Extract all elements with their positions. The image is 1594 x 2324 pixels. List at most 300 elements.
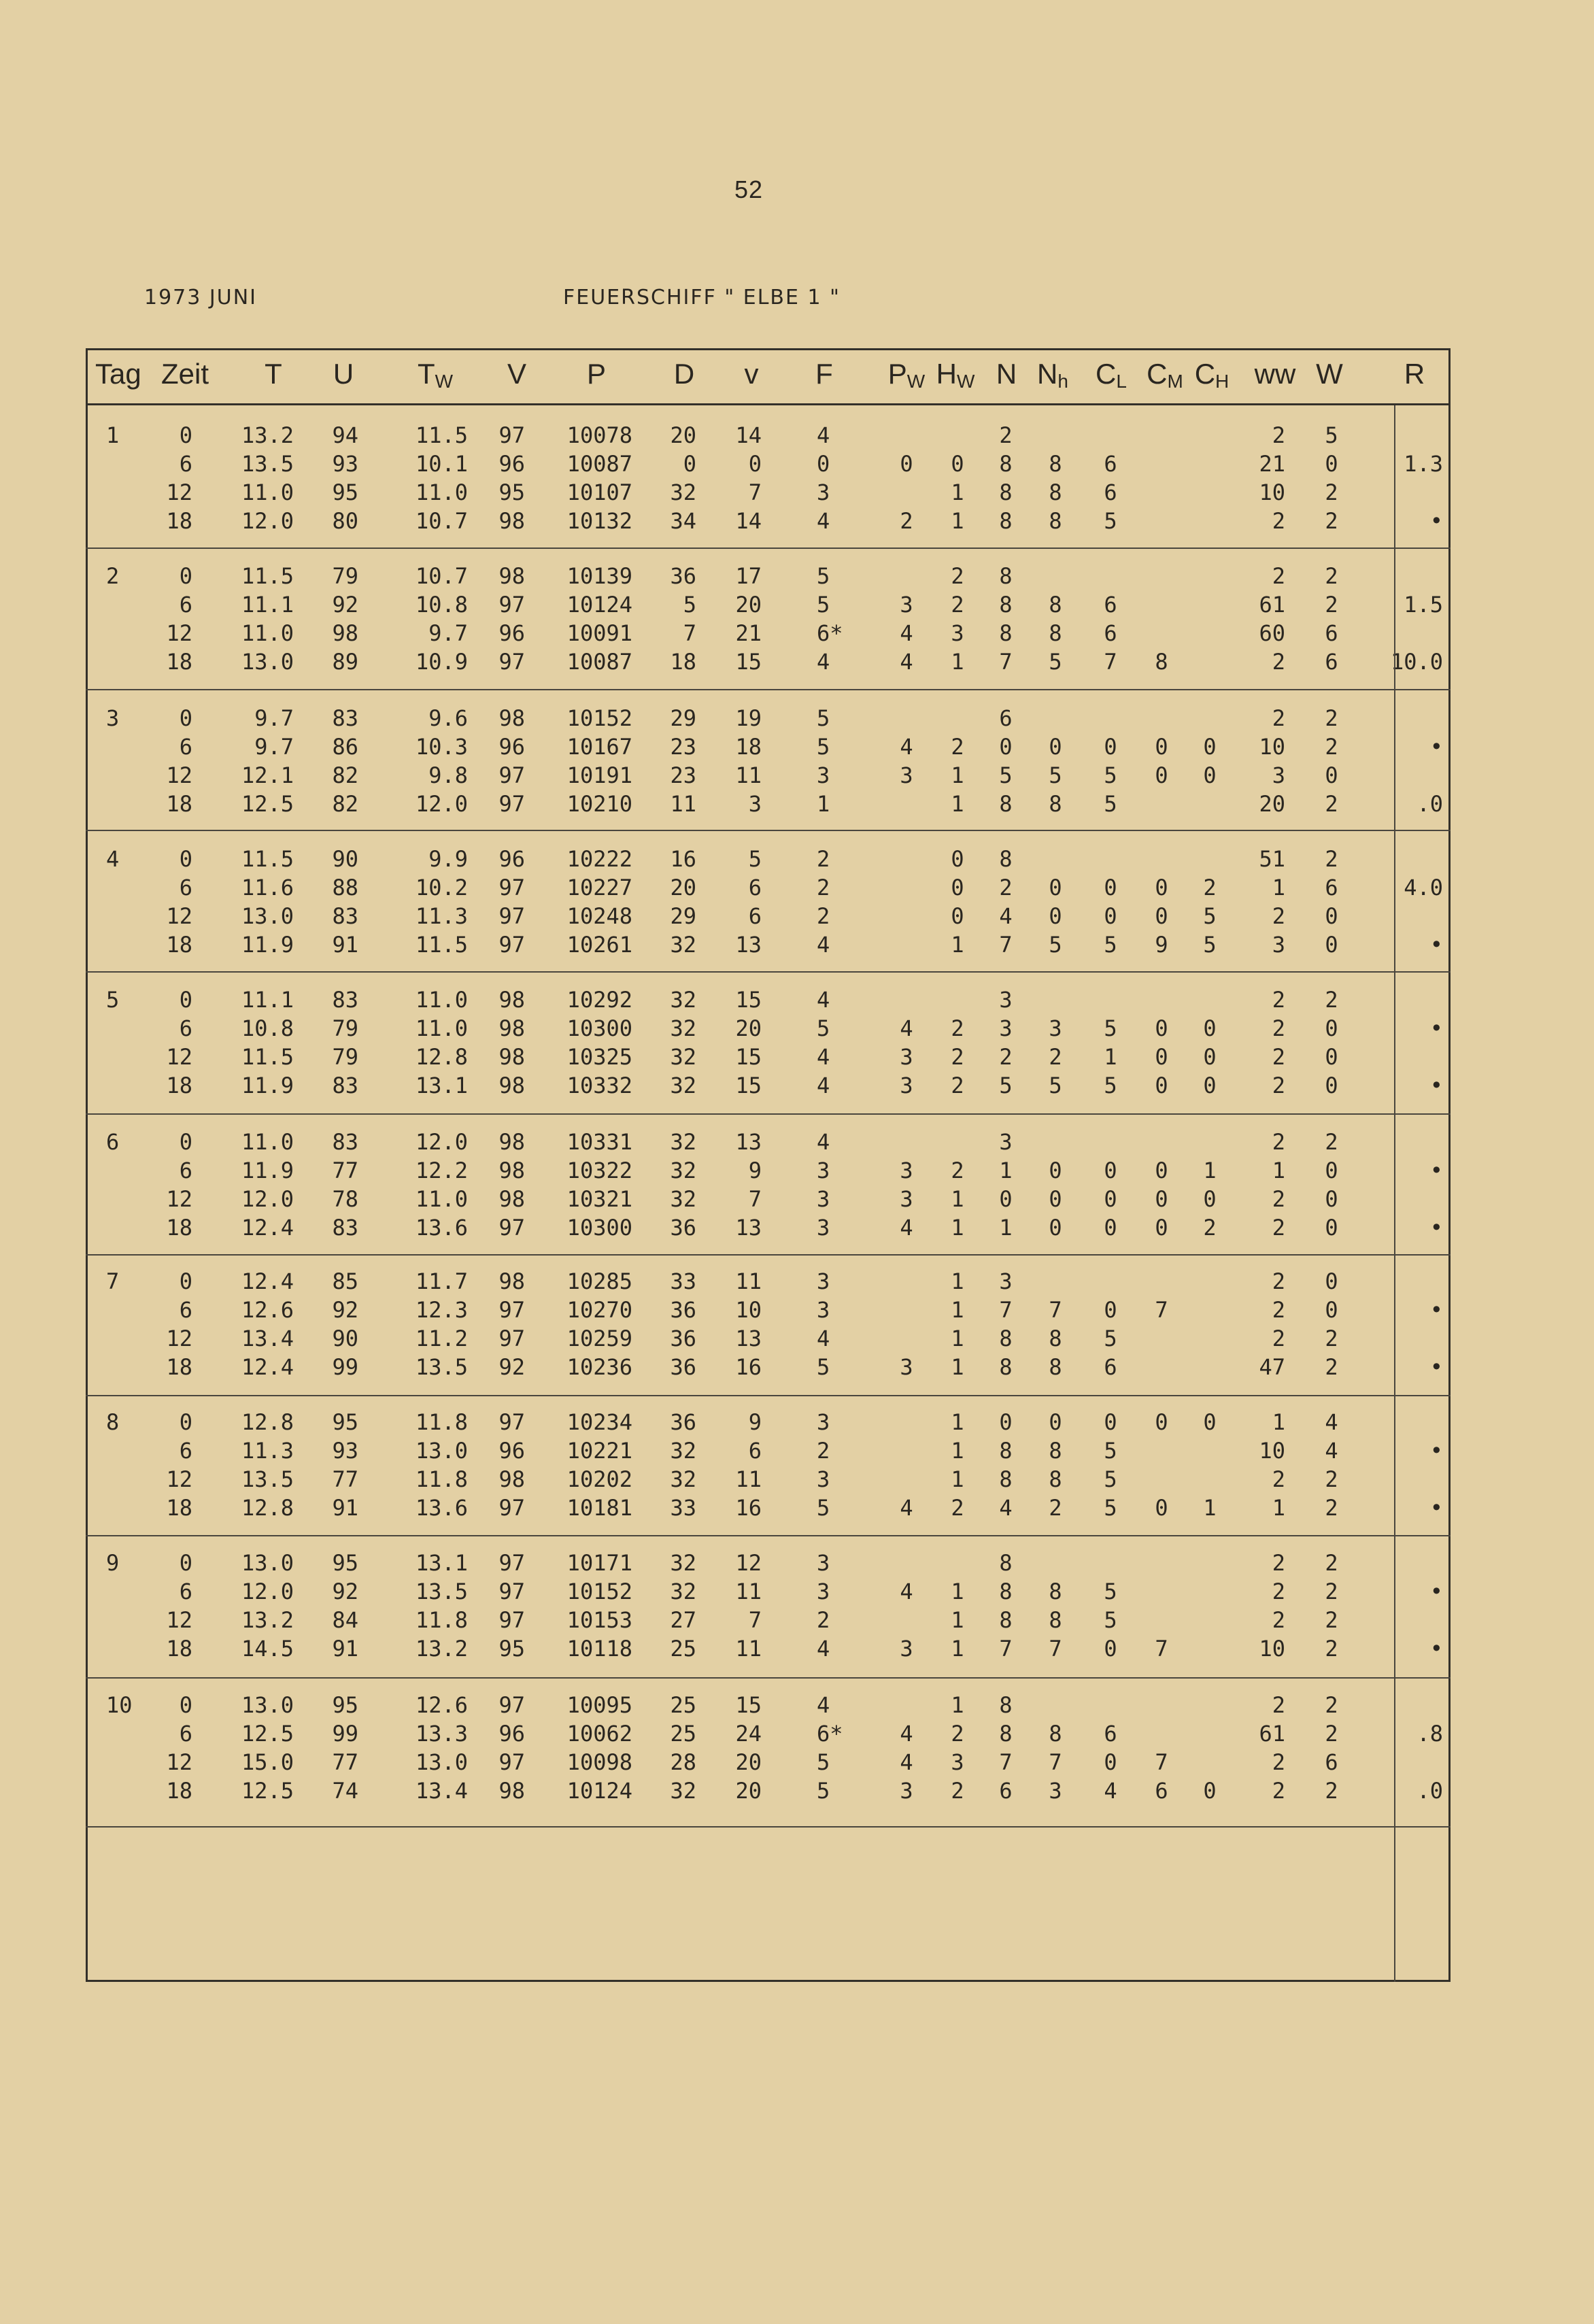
cell-zeit: 12 [166,1044,192,1070]
cell-t: 12.6 [241,1297,294,1323]
cell-d: 32 [670,1778,696,1804]
cell-u: 78 [332,1186,358,1212]
cell-n: 0 [999,1409,1013,1435]
cell-v: 16 [735,1354,762,1380]
cell-hw: 1 [951,791,964,817]
cell-cl: 5 [1104,1495,1117,1521]
cell-ww: 1 [1272,1158,1285,1183]
cell-ww: 2 [1272,1015,1285,1041]
cell-u: 95 [332,1409,358,1435]
cell-ww: 3 [1272,932,1285,958]
column-header-hw [936,358,975,392]
cell-ch: 2 [1203,1215,1217,1241]
cell-tw: 13.5 [415,1579,468,1604]
cell-u: 84 [332,1607,358,1633]
cell-f: 5 [817,1495,830,1521]
cell-v: 7 [748,479,762,505]
cell-cl: 1 [1104,1044,1117,1070]
cell-f: 2 [817,846,830,872]
cell-t: 11.1 [241,987,294,1013]
cell-u: 82 [332,762,358,788]
cell-d: 33 [670,1268,696,1294]
cell-f: 4 [817,649,830,675]
cell-ww: 2 [1272,987,1285,1013]
column-header-label: v [744,358,759,390]
cell-tw: 12.0 [415,791,468,817]
cell-r: • [1429,1636,1443,1662]
cell-f: 3 [817,1268,830,1294]
cell-v: 98 [498,563,525,589]
cell-v: 96 [498,734,525,760]
cell-p: 10234 [566,1409,632,1435]
cell-zeit: 0 [179,1409,192,1435]
cell-cl: 5 [1104,791,1117,817]
cell-u: 77 [332,1749,358,1775]
cell-cm: 0 [1155,734,1168,760]
cell-r: • [1429,1438,1443,1464]
cell-u: 92 [332,1579,358,1604]
cell-p: 10124 [566,1778,632,1804]
cell-nh: 3 [1049,1015,1062,1041]
cell-f: 2 [817,1607,830,1633]
cell-v: 19 [735,705,762,731]
cell-p: 10332 [566,1073,632,1098]
cell-n: 2 [999,422,1013,448]
cell-v: 13 [735,1215,762,1241]
cell-d: 32 [670,1466,696,1492]
cell-r: • [1429,1495,1443,1521]
cell-v: 96 [498,1438,525,1464]
cell-d: 36 [670,1409,696,1435]
cell-u: 83 [332,903,358,929]
cell-tw: 10.2 [415,875,468,900]
cell-pw: 3 [900,762,913,788]
cell-pw: 4 [900,649,913,675]
column-header-nh [1037,358,1068,392]
column-header-ch [1195,358,1230,392]
cell-ww: 2 [1272,705,1285,731]
cell-w: 0 [1325,1268,1338,1294]
cell-hw: 2 [951,1778,964,1804]
cell-d: 34 [670,508,696,534]
cell-r: • [1429,1297,1443,1323]
cell-tw: 9.9 [428,846,468,872]
cell-v: 11 [735,1636,762,1662]
cell-r: .0 [1417,791,1443,817]
cell-v: 20 [735,592,762,618]
cell-d: 27 [670,1607,696,1633]
cell-cm: 7 [1155,1297,1168,1323]
cell-n: 3 [999,987,1013,1013]
cell-t: 9.7 [254,705,294,731]
cell-nh: 0 [1049,1215,1062,1241]
cell-tw: 11.0 [415,1186,468,1212]
cell-t: 11.6 [241,875,294,900]
cell-u: 88 [332,875,358,900]
cell-zeit: 12 [166,1466,192,1492]
cell-v: 97 [498,592,525,618]
cell-n: 8 [999,592,1013,618]
cell-cl: 0 [1104,903,1117,929]
cell-zeit: 0 [179,563,192,589]
cell-u: 92 [332,592,358,618]
cell-w: 5 [1325,422,1338,448]
cell-p: 10300 [566,1015,632,1041]
cell-tw: 11.8 [415,1466,468,1492]
cell-ww: 1 [1272,1409,1285,1435]
cell-zeit: 0 [179,422,192,448]
column-header-subscript: h [1057,371,1068,392]
cell-tw: 13.5 [415,1354,468,1380]
cell-v: 97 [498,1749,525,1775]
cell-p: 10191 [566,762,632,788]
cell-f: 6* [817,620,843,646]
cell-u: 89 [332,649,358,675]
cell-cm: 0 [1155,1186,1168,1212]
column-header-n [996,358,1017,390]
cell-ww: 10 [1259,734,1285,760]
cell-pw: 3 [900,1158,913,1183]
cell-t: 12.5 [241,1778,294,1804]
cell-ww: 10 [1259,479,1285,505]
cell-n: 1 [999,1215,1013,1241]
cell-hw: 2 [951,734,964,760]
cell-t: 12.8 [241,1409,294,1435]
cell-zeit: 18 [166,1636,192,1662]
cell-v: 97 [498,1692,525,1718]
cell-zeit: 12 [166,1186,192,1212]
cell-u: 79 [332,563,358,589]
cell-f: 4 [817,1326,830,1351]
cell-zeit: 12 [166,903,192,929]
cell-d: 32 [670,1073,696,1098]
cell-nh: 2 [1049,1495,1062,1521]
cell-n: 2 [999,875,1013,900]
cell-pw: 3 [900,1636,913,1662]
cell-p: 10153 [566,1607,632,1633]
cell-p: 10181 [566,1495,632,1521]
column-header-label: V [507,358,527,390]
cell-d: 7 [683,620,696,646]
cell-v: 97 [498,1550,525,1576]
cell-w: 2 [1325,1721,1338,1747]
cell-v: 97 [498,1326,525,1351]
cell-pw: 3 [900,1186,913,1212]
cell-v: 24 [735,1721,762,1747]
cell-zeit: 0 [179,1550,192,1576]
cell-n: 7 [999,1636,1013,1662]
cell-t: 12.4 [241,1354,294,1380]
cell-tw: 11.8 [415,1409,468,1435]
cell-w: 0 [1325,1044,1338,1070]
cell-cl: 5 [1104,1466,1117,1492]
cell-r: • [1429,508,1443,534]
cell-u: 95 [332,479,358,505]
day-separator [86,1395,1451,1396]
cell-r: • [1429,734,1443,760]
cell-t: 11.0 [241,1129,294,1155]
cell-n: 8 [999,1721,1013,1747]
day-separator [86,689,1451,690]
cell-v: 98 [498,508,525,534]
column-header-tag [95,358,141,390]
cell-cm: 7 [1155,1749,1168,1775]
cell-ww: 10 [1259,1438,1285,1464]
cell-r: • [1429,1354,1443,1380]
cell-zeit: 18 [166,932,192,958]
cell-zeit: 0 [179,987,192,1013]
cell-w: 2 [1325,1326,1338,1351]
cell-v: 97 [498,762,525,788]
cell-p: 10152 [566,705,632,731]
cell-n: 8 [999,791,1013,817]
column-header-label: Zeit [160,358,209,390]
cell-nh: 8 [1049,1607,1062,1633]
cell-nh: 8 [1049,1326,1062,1351]
cell-ww: 1 [1272,875,1285,900]
cell-cl: 0 [1104,734,1117,760]
cell-v: 97 [498,932,525,958]
cell-r: 4.0 [1404,875,1443,900]
cell-tw: 9.8 [428,762,468,788]
cell-p: 10292 [566,987,632,1013]
day-separator [86,1677,1451,1679]
cell-w: 6 [1325,1749,1338,1775]
cell-f: 4 [817,1129,830,1155]
cell-hw: 1 [951,932,964,958]
cell-tw: 11.3 [415,903,468,929]
cell-f: 3 [817,1466,830,1492]
cell-cl: 5 [1104,932,1117,958]
cell-v: 15 [735,1692,762,1718]
cell-w: 6 [1325,649,1338,675]
cell-ww: 2 [1272,649,1285,675]
cell-zeit: 6 [179,1158,192,1183]
cell-w: 2 [1325,987,1338,1013]
cell-f: 5 [817,592,830,618]
cell-hw: 1 [951,762,964,788]
cell-t: 12.0 [241,508,294,534]
cell-p: 10210 [566,791,632,817]
cell-ch: 1 [1203,1495,1217,1521]
column-header-label: F [815,358,833,390]
column-header-d [674,358,694,390]
cell-n: 6 [999,705,1013,731]
cell-tw: 13.1 [415,1550,468,1576]
cell-r: • [1429,1015,1443,1041]
cell-ww: 2 [1272,508,1285,534]
cell-ch: 0 [1203,1409,1217,1435]
cell-t: 11.5 [241,846,294,872]
cell-n: 8 [999,1607,1013,1633]
cell-zeit: 18 [166,1778,192,1804]
cell-r: • [1429,1215,1443,1241]
cell-hw: 1 [951,1268,964,1294]
cell-n: 8 [999,508,1013,534]
cell-hw: 1 [951,1186,964,1212]
cell-hw: 1 [951,1579,964,1604]
cell-n: 4 [999,903,1013,929]
cell-d: 32 [670,987,696,1013]
cell-d: 29 [670,705,696,731]
cell-v: 98 [498,1073,525,1098]
cell-cl: 5 [1104,1073,1117,1098]
column-header-label: N [996,358,1017,390]
cell-r: .8 [1417,1721,1443,1747]
cell-tw: 11.2 [415,1326,468,1351]
column-header-cl [1096,358,1127,392]
cell-v: 13 [735,1326,762,1351]
cell-v: 96 [498,1721,525,1747]
cell-hw: 1 [951,1466,964,1492]
cell-zeit: 6 [179,1015,192,1041]
cell-w: 2 [1325,1579,1338,1604]
cell-v: 98 [498,987,525,1013]
cell-n: 8 [999,479,1013,505]
cell-v: 92 [498,1354,525,1380]
cell-ww: 2 [1272,1466,1285,1492]
cell-v: 97 [498,875,525,900]
cell-ww: 2 [1272,1692,1285,1718]
cell-tw: 12.6 [415,1692,468,1718]
cell-pw: 0 [900,451,913,477]
column-header-label: ww [1254,358,1296,390]
cell-n: 7 [999,932,1013,958]
cell-f: 5 [817,1778,830,1804]
cell-u: 80 [332,508,358,534]
cell-nh: 0 [1049,903,1062,929]
column-header-subscript: W [956,371,975,392]
cell-v: 98 [498,1158,525,1183]
cell-d: 32 [670,1158,696,1183]
cell-ch: 2 [1203,875,1217,900]
cell-cl: 6 [1104,592,1117,618]
cell-d: 32 [670,1579,696,1604]
cell-f: 4 [817,932,830,958]
cell-n: 5 [999,762,1013,788]
cell-f: 3 [817,1579,830,1604]
cell-hw: 0 [951,846,964,872]
cell-t: 12.4 [241,1215,294,1241]
cell-cm: 0 [1155,1495,1168,1521]
cell-w: 0 [1325,762,1338,788]
cell-v: 15 [735,1073,762,1098]
cell-t: 13.0 [241,903,294,929]
cell-t: 13.5 [241,451,294,477]
cell-pw: 3 [900,1073,913,1098]
cell-cl: 4 [1104,1778,1117,1804]
cell-v: 97 [498,791,525,817]
cell-f: 4 [817,1044,830,1070]
cell-nh: 5 [1049,932,1062,958]
cell-tw: 12.8 [415,1044,468,1070]
cell-w: 2 [1325,791,1338,817]
cell-d: 36 [670,1297,696,1323]
cell-ww: 2 [1272,1550,1285,1576]
cell-cl: 5 [1104,1579,1117,1604]
cell-d: 25 [670,1692,696,1718]
cell-d: 36 [670,1215,696,1241]
cell-d: 11 [670,791,696,817]
cell-zeit: 0 [179,705,192,731]
cell-v: 11 [735,1579,762,1604]
cell-tw: 13.6 [415,1215,468,1241]
cell-cm: 7 [1155,1636,1168,1662]
cell-t: 13.2 [241,1607,294,1633]
cell-n: 8 [999,1692,1013,1718]
column-header-label: H [936,358,957,390]
cell-p: 10167 [566,734,632,760]
column-header-subscript: W [435,371,454,392]
day-separator [86,1254,1451,1256]
cell-f: 0 [817,451,830,477]
cell-nh: 7 [1049,1636,1062,1662]
cell-f: 2 [817,1438,830,1464]
cell-zeit: 12 [166,1749,192,1775]
column-header-u [333,358,354,390]
cell-v: 98 [498,705,525,731]
cell-v: 95 [498,479,525,505]
cell-f: 5 [817,1354,830,1380]
cell-ww: 51 [1259,846,1285,872]
cell-w: 2 [1325,1129,1338,1155]
cell-n: 8 [999,1579,1013,1604]
column-header-label: U [333,358,354,390]
cell-u: 93 [332,1438,358,1464]
cell-v: 7 [748,1186,762,1212]
cell-hw: 2 [951,563,964,589]
cell-u: 93 [332,451,358,477]
cell-zeit: 18 [166,1354,192,1380]
cell-d: 0 [683,451,696,477]
cell-w: 0 [1325,1215,1338,1241]
cell-d: 32 [670,1186,696,1212]
cell-v: 98 [498,1186,525,1212]
cell-p: 10132 [566,508,632,534]
cell-cm: 0 [1155,762,1168,788]
cell-d: 32 [670,1015,696,1041]
cell-p: 10300 [566,1215,632,1241]
cell-tw: 10.1 [415,451,468,477]
day-number: 10 [106,1692,133,1718]
cell-tw: 10.8 [415,592,468,618]
cell-n: 0 [999,1186,1013,1212]
cell-ww: 2 [1272,1186,1285,1212]
cell-u: 82 [332,791,358,817]
cell-v: 98 [498,1466,525,1492]
cell-p: 10259 [566,1326,632,1351]
cell-v: 6 [748,875,762,900]
cell-p: 10222 [566,846,632,872]
cell-n: 8 [999,1438,1013,1464]
cell-zeit: 0 [179,1692,192,1718]
cell-nh: 8 [1049,1721,1062,1747]
cell-zeit: 12 [166,762,192,788]
cell-v: 98 [498,1015,525,1041]
cell-ww: 2 [1272,1326,1285,1351]
cell-p: 10087 [566,649,632,675]
cell-pw: 4 [900,1495,913,1521]
cell-ch: 0 [1203,1186,1217,1212]
cell-zeit: 18 [166,508,192,534]
cell-u: 79 [332,1044,358,1070]
cell-r: 1.5 [1404,592,1443,618]
cell-nh: 8 [1049,479,1062,505]
cell-n: 8 [999,620,1013,646]
cell-w: 2 [1325,1607,1338,1633]
cell-f: 4 [817,508,830,534]
cell-hw: 2 [951,1015,964,1041]
